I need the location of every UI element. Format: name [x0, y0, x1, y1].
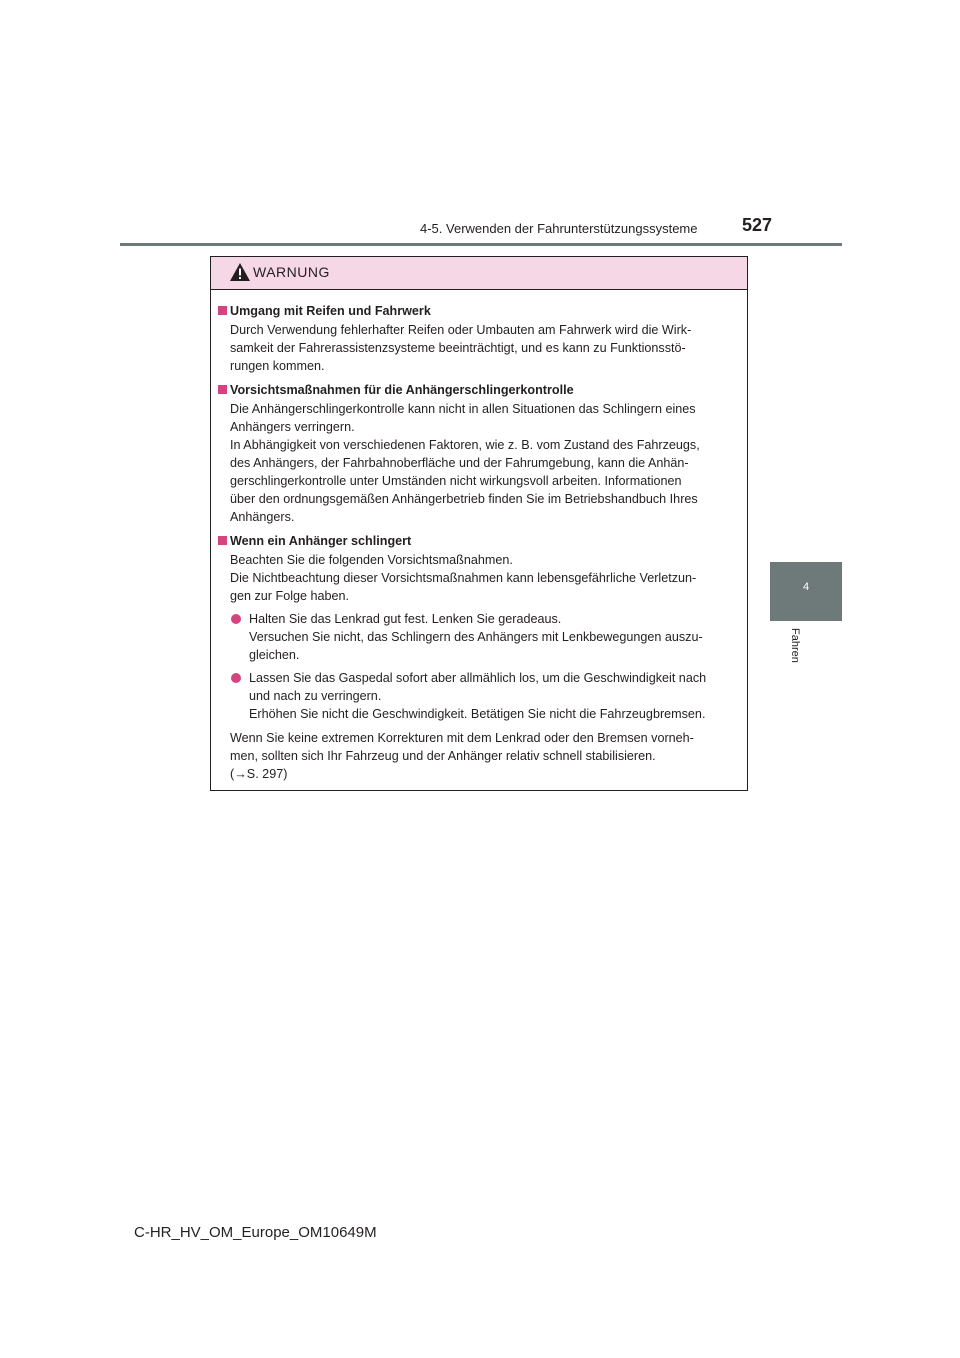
section-title: Vorsichtsmaßnahmen für die Anhängerschlingerkontrolle — [218, 381, 740, 399]
warning-header — [211, 257, 747, 290]
section-text: Durch Verwendung fehlerhafter Reifen oder Umbauten am Fahrwerk wird die Wirk- samkeit der Fahrerassistenzsysteme beeinträchtigt, und es kann zu Funktionsstö- rungen kommen. — [230, 323, 692, 373]
warning-box — [210, 256, 748, 791]
chapter-tab — [770, 562, 842, 621]
section-title: Umgang mit Reifen und Fahrwerk — [218, 302, 740, 320]
page-reference: (→S. 297) — [230, 767, 288, 781]
header-rule — [120, 243, 842, 246]
document-code: C-HR_HV_OM_Europe_OM10649M — [134, 1224, 377, 1241]
square-bullet-icon — [218, 306, 227, 315]
section-title: Wenn ein Anhänger schlingert — [218, 532, 740, 550]
round-bullet-icon — [231, 673, 241, 683]
list-item: Halten Sie das Lenkrad gut fest. Lenken Sie geradeaus. Versuchen Sie nicht, das Schlingern des Anhängers mit Lenkbewegungen auszu- gleichen. — [218, 610, 740, 664]
round-bullet-icon — [231, 614, 241, 624]
page-number: 527 — [742, 215, 773, 235]
warning-body — [211, 290, 747, 783]
section-trailer-sway-control — [218, 381, 740, 526]
section-text: Die Anhängerschlingerkontrolle kann nicht in allen Situationen das Schlingern eines Anhängers verringern. In Abhängigkeit von verschiedenen Faktoren, wie z. B. vom Zustand des Fahrzeugs, des Anhängers, der Fahrbahnoberfläche und der Fahrumgebung, kann die Anhän- gerschlingerkontrolle unter Umständen nicht wirkungsvoll arbeiten. Informationen über den ordnungsgemäßen Anhängerbetrieb finden Sie im Betriebshandbuch Ihres Anhängers. — [230, 402, 700, 524]
warning-title: WARNUNG — [253, 264, 330, 280]
warning-triangle-icon — [229, 262, 251, 282]
section-trailer-swaying — [218, 532, 740, 783]
chapter-label — [788, 628, 804, 678]
chapter-label-text: Fahren — [789, 628, 801, 663]
running-header-section: 4-5. Verwenden der Fahrunterstützungssysteme — [420, 221, 698, 236]
section-text: Beachten Sie die folgenden Vorsichtsmaßnahmen. Die Nichtbeachtung dieser Vorsichtsmaßnahmen kann lebensgefährliche Verletzun- gen zur Folge haben. — [230, 553, 697, 603]
square-bullet-icon — [218, 385, 227, 394]
list-item: Lassen Sie das Gaspedal sofort aber allmählich los, um die Geschwindigkeit nach und nach zu verringern. Erhöhen Sie nicht die Geschwindigkeit. Betätigen Sie nicht die Fahrzeugbremsen. — [218, 669, 740, 723]
closing-text: Wenn Sie keine extremen Korrekturen mit dem Lenkrad oder den Bremsen vorneh- men, sollten sich Ihr Fahrzeug und der Anhänger relativ schnell stabilisieren. (→S. 297) — [218, 729, 740, 783]
square-bullet-icon — [218, 536, 227, 545]
section-tires-chassis — [218, 302, 740, 375]
chapter-number: 4 — [802, 581, 810, 593]
